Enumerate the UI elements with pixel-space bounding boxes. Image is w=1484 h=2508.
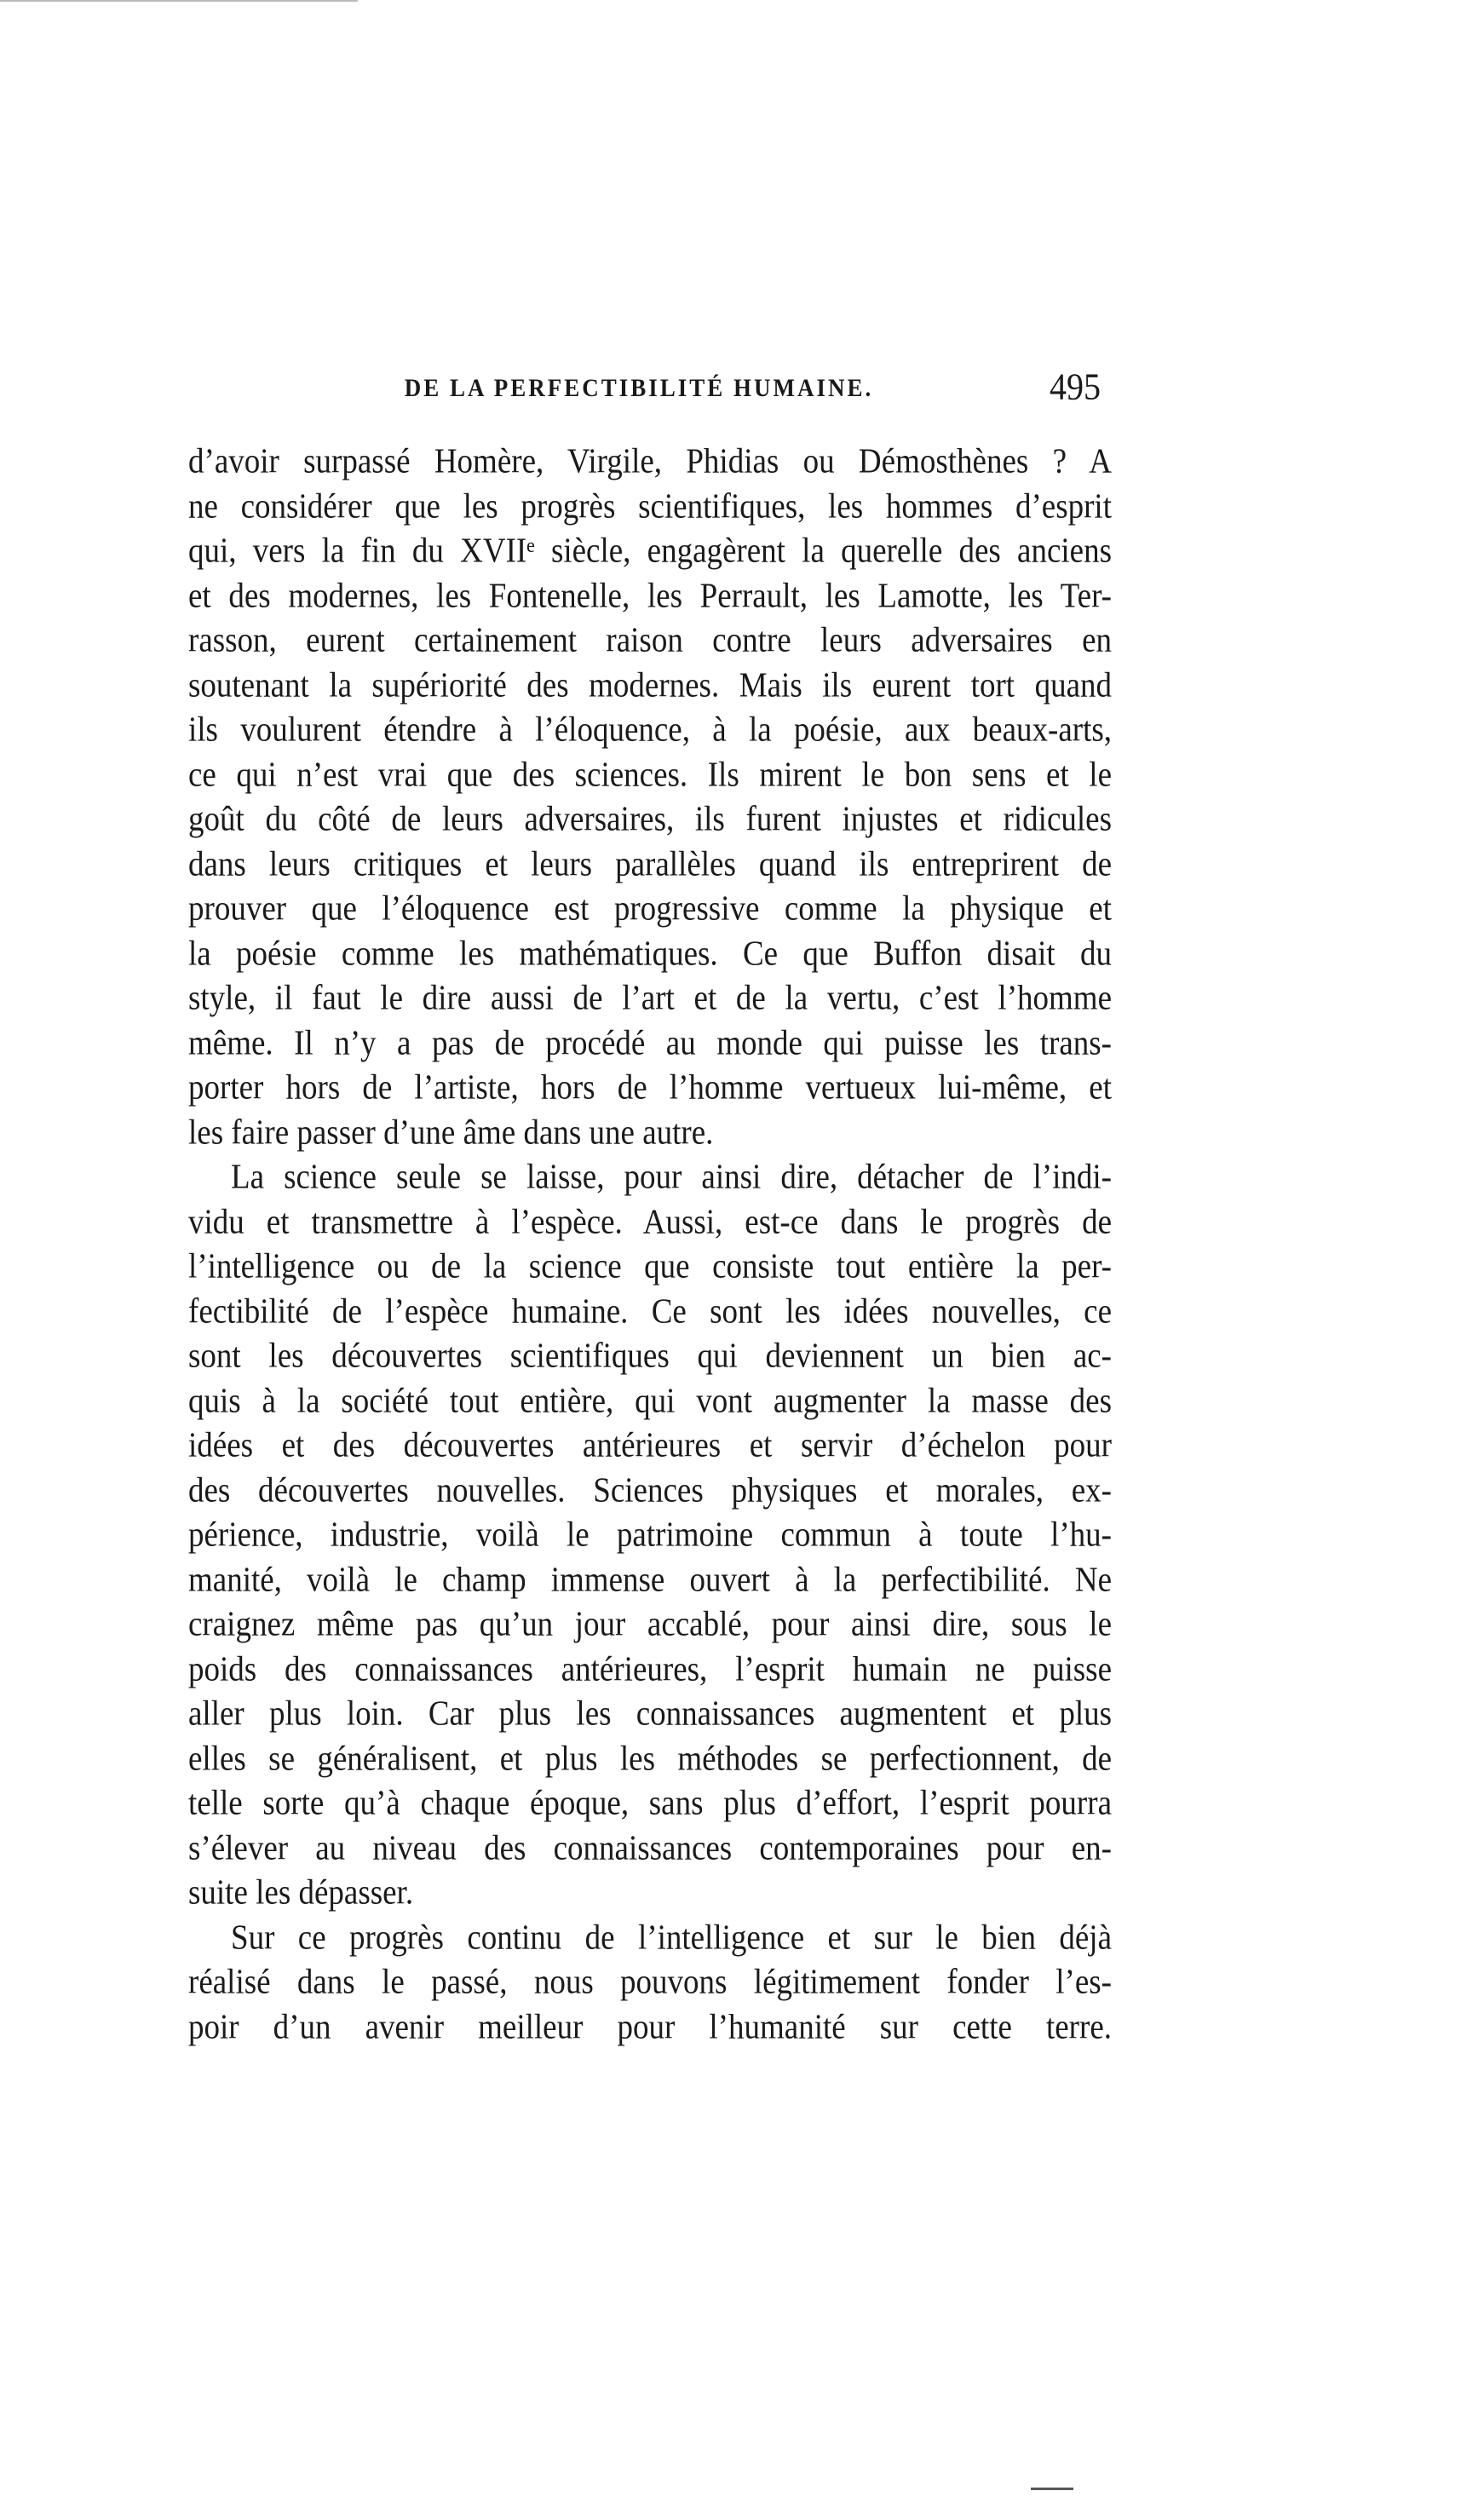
scan-speck xyxy=(0,0,358,2)
text-line: même. Il n’y a pas de procédé au monde qui puisse les trans- xyxy=(188,1022,1112,1062)
text-line: manité, voilà le champ immense ouvert à la perfectibilité. Ne xyxy=(188,1559,1112,1599)
text-line: elles se généralisent, et plus les méthodes se perfectionnent, de xyxy=(188,1738,1112,1778)
text-line: vidu et transmettre à l’espèce. Aussi, est-ce dans le progrès de xyxy=(188,1201,1112,1241)
text-line: craignez même pas qu’un jour accablé, pour ainsi dire, sous le xyxy=(188,1604,1112,1644)
running-title: DE LA PERFECTIBILITÉ HUMAINE. xyxy=(404,373,874,402)
text-line: sont les découvertes scientifiques qui deviennent un bien ac- xyxy=(188,1336,1112,1376)
text-line: réalisé dans le passé, nous pouvons légitimement fonder l’es- xyxy=(188,1962,1112,2002)
text-line: l’intelligence ou de la science que consiste tout entière la per- xyxy=(188,1246,1112,1286)
paragraph xyxy=(188,1916,1112,2051)
text-line: la poésie comme les mathématiques. Ce que Buffon disait du xyxy=(188,933,1112,973)
text-line: ils voulurent étendre à l’éloquence, à la poésie, aux beaux-arts, xyxy=(188,710,1112,750)
text-line: telle sorte qu’à chaque époque, sans plus d’effort, l’esprit pourra xyxy=(188,1783,1112,1823)
text-line: suite les dépasser. xyxy=(188,1872,414,1913)
text-line: goût du côté de leurs adversaires, ils furent injustes et ridicules xyxy=(188,799,1112,839)
text-line: ne considérer que les progrès scientifiques, les hommes d’esprit xyxy=(188,486,1112,526)
text-line: s’élever au niveau des connaissances contemporaines pour en- xyxy=(188,1827,1112,1867)
text-line: porter hors de l’artiste, hors de l’homme vertueux lui-même, et xyxy=(188,1067,1112,1107)
text-line: poids des connaissances antérieures, l’esprit humain ne puisse xyxy=(188,1648,1112,1688)
text-line: poir d’un avenir meilleur pour l’humanité sur cette terre. xyxy=(188,2006,1112,2046)
text-line: La science seule se laisse, pour ainsi dire, détacher de l’indi- xyxy=(231,1157,1112,1197)
text-line: quis à la société tout entière, qui vont augmenter la masse des xyxy=(188,1380,1112,1420)
scan-speck xyxy=(1031,2488,1073,2490)
text-line: les faire passer d’une âme dans une autre. xyxy=(188,1112,714,1152)
text-line: d’avoir surpassé Homère, Virgile, Phidias ou Démosthènes ? A xyxy=(188,441,1112,481)
text-line: ce qui n’est vrai que des sciences. Ils mirent le bon sens et le xyxy=(188,754,1112,794)
text-line: prouver que l’éloquence est progressive comme la physique et xyxy=(188,889,1112,929)
text-line: périence, industrie, voilà le patrimoine commun à toute l’hu- xyxy=(188,1515,1112,1555)
body-text xyxy=(188,440,1112,2050)
page-number: 495 xyxy=(1050,365,1101,408)
text-line: qui, vers la fin du XVIIᵉ siècle, engagèrent la querelle des anciens xyxy=(188,531,1112,571)
text-line: rasson, eurent certainement raison contre leurs adversaires en xyxy=(188,620,1112,660)
paragraph xyxy=(188,440,1112,1155)
text-line: soutenant la supériorité des modernes. Mais ils eurent tort quand xyxy=(188,664,1112,705)
text-line: idées et des découvertes antérieures et servir d’échelon pour xyxy=(188,1425,1112,1465)
text-line: et des modernes, les Fontenelle, les Perrault, les Lamotte, les Ter- xyxy=(188,575,1112,615)
text-line: aller plus loin. Car plus les connaissances augmentent et plus xyxy=(188,1694,1112,1734)
text-line: des découvertes nouvelles. Sciences physiques et morales, ex- xyxy=(188,1470,1112,1510)
text-line: style, il faut le dire aussi de l’art et de la vertu, c’est l’homme xyxy=(188,978,1112,1018)
text-line: fectibilité de l’espèce humaine. Ce sont les idées nouvelles, ce xyxy=(188,1291,1112,1331)
text-line: dans leurs critiques et leurs parallèles quand ils entreprirent de xyxy=(188,843,1112,883)
text-line: Sur ce progrès continu de l’intelligence et sur le bien déjà xyxy=(231,1917,1112,1957)
paragraph xyxy=(188,1155,1112,1916)
